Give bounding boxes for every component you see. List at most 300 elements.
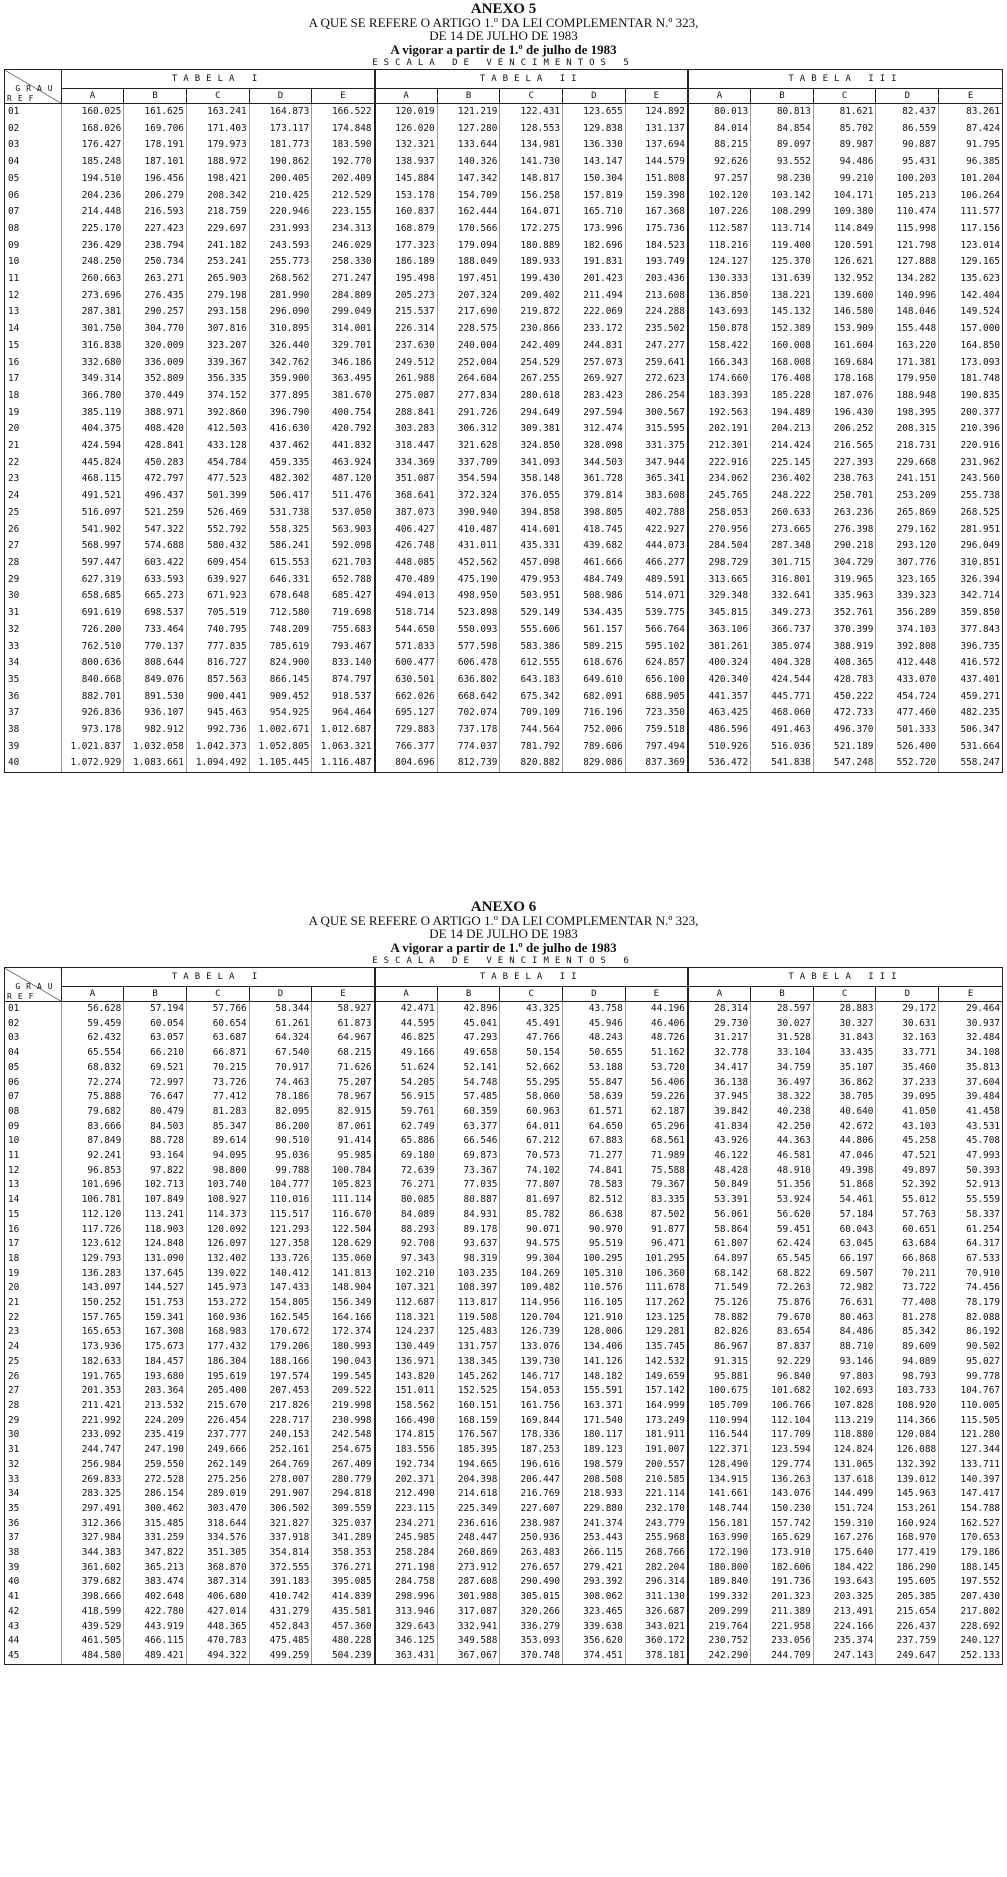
salary-cell: 496.437	[124, 488, 187, 505]
salary-cell: 168.026	[61, 121, 124, 138]
salary-cell: 1.094.492	[186, 755, 249, 772]
salary-cell: 466.115	[124, 1634, 187, 1649]
salary-cell: 159.341	[124, 1311, 187, 1326]
salary-cell: 126.020	[375, 121, 438, 138]
salary-cell: 396.735	[939, 639, 1003, 656]
salary-cell: 157.765	[61, 1311, 124, 1326]
ref-cell: 15	[5, 1208, 62, 1223]
salary-cell: 76.271	[375, 1178, 438, 1193]
salary-cell: 816.727	[186, 655, 249, 672]
salary-cell: 224.288	[625, 304, 688, 321]
salary-cell: 85.347	[186, 1120, 249, 1135]
salary-cell: 64.011	[500, 1120, 563, 1135]
salary-cell: 281.990	[249, 288, 312, 305]
salary-cell: 94.486	[813, 154, 876, 171]
salary-cell: 90.071	[500, 1223, 563, 1238]
table-row	[5, 221, 1003, 238]
salary-cell: 254.529	[500, 355, 563, 372]
table-row	[5, 739, 1003, 756]
column-header-d: D	[563, 89, 626, 104]
salary-cell: 477.460	[876, 705, 939, 722]
salary-cell: 176.567	[437, 1428, 500, 1443]
ref-cell: 25	[5, 505, 62, 522]
column-header-a: A	[61, 89, 124, 104]
salary-cell: 98.230	[751, 171, 814, 188]
salary-cell: 698.537	[124, 605, 187, 622]
salary-cell: 325.037	[312, 1517, 375, 1532]
salary-cell: 280.618	[500, 388, 563, 405]
salary-cell: 221.114	[625, 1487, 688, 1502]
ref-cell: 05	[5, 171, 62, 188]
salary-cell: 54.205	[375, 1076, 438, 1091]
salary-cell: 34.417	[688, 1061, 751, 1076]
ref-cell: 09	[5, 1120, 62, 1135]
salary-cell: 272.623	[625, 371, 688, 388]
salary-cell: 100.203	[876, 171, 939, 188]
salary-cell: 695.127	[375, 705, 438, 722]
ref-label: REF	[7, 992, 40, 1001]
salary-cell: 63.684	[876, 1237, 939, 1252]
column-header-a: A	[61, 987, 124, 1002]
salary-cell: 427.014	[186, 1605, 249, 1620]
salary-cell: 190.862	[249, 154, 312, 171]
table-row	[5, 455, 1003, 472]
salary-cell: 973.178	[61, 722, 124, 739]
salary-cell: 400.324	[688, 655, 751, 672]
salary-cell: 131.065	[813, 1458, 876, 1473]
salary-cell: 79.670	[751, 1311, 814, 1326]
grau-label: GRAU	[15, 982, 59, 991]
salary-cell: 82.088	[939, 1311, 1003, 1326]
salary-cell: 313.665	[688, 572, 751, 589]
salary-cell: 271.247	[312, 271, 375, 288]
salary-cell: 78.186	[249, 1090, 312, 1105]
salary-cell: 69.507	[813, 1267, 876, 1282]
salary-cell: 73.367	[437, 1164, 500, 1179]
salary-cell: 58.344	[249, 1002, 312, 1017]
ref-cell: 25	[5, 1355, 62, 1370]
salary-cell: 592.098	[312, 538, 375, 555]
salary-cell: 124.892	[625, 104, 688, 121]
salary-cell: 84.931	[437, 1208, 500, 1223]
salary-cell: 249.666	[186, 1443, 249, 1458]
salary-cell: 283.325	[61, 1487, 124, 1502]
table-row	[5, 1090, 1003, 1105]
salary-cell: 595.102	[625, 639, 688, 656]
salary-cell: 448.365	[186, 1620, 249, 1635]
salary-cell: 229.697	[186, 221, 249, 238]
salary-cell: 151.753	[124, 1296, 187, 1311]
salary-cell: 81.621	[813, 104, 876, 121]
salary-cell: 577.598	[437, 639, 500, 656]
salary-cell: 516.097	[61, 505, 124, 522]
salary-cell: 217.802	[939, 1605, 1003, 1620]
ref-cell: 18	[5, 1252, 62, 1267]
salary-cell: 260.869	[437, 1546, 500, 1561]
salary-cell: 491.521	[61, 488, 124, 505]
salary-cell: 268.525	[939, 505, 1003, 522]
salary-cell: 286.254	[625, 388, 688, 405]
salary-cell: 472.797	[124, 471, 187, 488]
salary-cell: 213.491	[813, 1605, 876, 1620]
salary-cell: 514.071	[625, 588, 688, 605]
salary-cell: 213.532	[124, 1399, 187, 1414]
table-row	[5, 1296, 1003, 1311]
salary-cell: 250.936	[500, 1531, 563, 1546]
salary-cell: 71.989	[625, 1149, 688, 1164]
salary-cell: 370.748	[500, 1649, 563, 1664]
salary-cell: 104.269	[500, 1267, 563, 1282]
salary-cell: 137.618	[813, 1473, 876, 1488]
salary-cell: 102.713	[124, 1178, 187, 1193]
salary-cell: 639.927	[186, 572, 249, 589]
salary-cell: 179.973	[186, 137, 249, 154]
salary-cell: 112.120	[61, 1208, 124, 1223]
salary-cell: 277.834	[437, 388, 500, 405]
salary-cell: 75.876	[751, 1296, 814, 1311]
ref-cell: 02	[5, 1017, 62, 1032]
salary-cell: 117.726	[61, 1223, 124, 1238]
salary-cell: 918.537	[312, 689, 375, 706]
salary-cell: 67.883	[563, 1134, 626, 1149]
salary-cell: 78.967	[312, 1090, 375, 1105]
salary-cell: 32.778	[688, 1046, 751, 1061]
salary-cell: 178.336	[500, 1428, 563, 1443]
salary-cell: 459.271	[939, 689, 1003, 706]
salary-cell: 242.548	[312, 1428, 375, 1443]
salary-cell: 218.731	[876, 438, 939, 455]
salary-cell: 296.090	[249, 304, 312, 321]
ref-cell: 32	[5, 1458, 62, 1473]
salary-cell: 404.375	[61, 421, 124, 438]
salary-cell: 656.100	[625, 672, 688, 689]
table-row	[5, 1178, 1003, 1193]
ref-cell: 13	[5, 304, 62, 321]
table-row	[5, 722, 1003, 739]
table-row	[5, 1414, 1003, 1429]
salary-cell: 228.717	[249, 1414, 312, 1429]
ref-cell: 34	[5, 1487, 62, 1502]
salary-cell: 136.330	[563, 137, 626, 154]
salary-cell: 374.451	[563, 1649, 626, 1664]
salary-cell: 233.172	[563, 321, 626, 338]
salary-cell: 92.241	[61, 1149, 124, 1164]
salary-cell: 49.166	[375, 1046, 438, 1061]
salary-cell: 205.273	[375, 288, 438, 305]
salary-cell: 30.327	[813, 1017, 876, 1032]
salary-cell: 57.184	[813, 1208, 876, 1223]
salary-cell: 600.477	[375, 655, 438, 672]
salary-cell: 126.621	[813, 254, 876, 271]
salary-cell: 89.178	[437, 1223, 500, 1238]
salary-cell: 241.151	[876, 471, 939, 488]
ref-cell: 38	[5, 722, 62, 739]
salary-cell: 326.394	[939, 572, 1003, 589]
salary-cell: 195.498	[375, 271, 438, 288]
salary-cell: 410.742	[249, 1590, 312, 1605]
salary-cell: 267.255	[500, 371, 563, 388]
salary-cell: 145.132	[751, 304, 814, 321]
salary-cell: 201.423	[563, 271, 626, 288]
salary-cell: 1.052.805	[249, 739, 312, 756]
salary-cell: 74.456	[939, 1281, 1003, 1296]
salary-cell: 379.814	[563, 488, 626, 505]
salary-cell: 82.095	[249, 1105, 312, 1120]
table-row	[5, 188, 1003, 205]
salary-cell: 259.641	[625, 355, 688, 372]
salary-cell: 829.086	[563, 755, 626, 772]
salary-cell: 499.259	[249, 1649, 312, 1664]
salary-cell: 175.673	[124, 1340, 187, 1355]
salary-cell: 146.717	[500, 1370, 563, 1385]
salary-cell: 89.609	[876, 1340, 939, 1355]
ref-cell: 26	[5, 1370, 62, 1385]
ref-cell: 15	[5, 338, 62, 355]
salary-cell: 280.779	[312, 1473, 375, 1488]
ref-cell: 31	[5, 605, 62, 622]
salary-cell: 110.994	[688, 1414, 751, 1429]
salary-cell: 982.912	[124, 722, 187, 739]
salary-cell: 145.262	[437, 1370, 500, 1385]
salary-cell: 234.062	[688, 471, 751, 488]
salary-cell: 106.264	[939, 188, 1003, 205]
salary-cell: 678.648	[249, 588, 312, 605]
salary-cell: 116.670	[312, 1208, 375, 1223]
salary-cell: 130.449	[375, 1340, 438, 1355]
salary-cell: 64.897	[688, 1252, 751, 1267]
salary-cell: 392.860	[186, 405, 249, 422]
salary-cell: 71.626	[312, 1061, 375, 1076]
salary-cell: 54.748	[437, 1076, 500, 1091]
ref-cell: 06	[5, 188, 62, 205]
salary-cell: 88.293	[375, 1223, 438, 1238]
ref-cell: 01	[5, 1002, 62, 1017]
salary-cell: 329.643	[375, 1620, 438, 1635]
salary-cell: 150.878	[688, 321, 751, 338]
salary-cell: 181.773	[249, 137, 312, 154]
ref-cell: 23	[5, 1325, 62, 1340]
salary-cell: 376.271	[312, 1561, 375, 1576]
salary-cell: 521.189	[813, 739, 876, 756]
salary-cell: 103.733	[876, 1384, 939, 1399]
salary-cell: 192.770	[312, 154, 375, 171]
salary-cell: 319.965	[813, 572, 876, 589]
column-header-row	[5, 987, 1003, 1002]
salary-cell: 568.997	[61, 538, 124, 555]
salary-cell: 80.085	[375, 1193, 438, 1208]
salary-cell: 161.756	[500, 1399, 563, 1414]
salary-cell: 163.220	[876, 338, 939, 355]
salary-cell: 255.773	[249, 254, 312, 271]
table-row	[5, 1458, 1003, 1473]
table-row	[5, 1399, 1003, 1414]
salary-cell: 269.927	[563, 371, 626, 388]
salary-cell: 489.421	[124, 1649, 187, 1664]
salary-cell: 177.419	[876, 1546, 939, 1561]
salary-cell: 121.219	[437, 104, 500, 121]
salary-cell: 76.631	[813, 1296, 876, 1311]
salary-cell: 359.900	[249, 371, 312, 388]
salary-cell: 311.130	[625, 1590, 688, 1605]
salary-cell: 123.594	[751, 1443, 814, 1458]
table-row	[5, 572, 1003, 589]
salary-cell: 609.454	[186, 555, 249, 572]
salary-cell: 200.377	[939, 405, 1003, 422]
column-header-a: A	[688, 987, 751, 1002]
salary-table	[4, 967, 1003, 1665]
salary-cell: 235.419	[124, 1428, 187, 1443]
salary-cell: 480.228	[312, 1634, 375, 1649]
salary-cell: 264.604	[437, 371, 500, 388]
salary-cell: 558.325	[249, 522, 312, 539]
table-row	[5, 555, 1003, 572]
salary-cell: 276.657	[500, 1561, 563, 1576]
salary-cell: 702.074	[437, 705, 500, 722]
salary-cell: 258.330	[312, 254, 375, 271]
salary-cell: 315.595	[625, 421, 688, 438]
salary-cell: 785.619	[249, 639, 312, 656]
salary-cell: 395.085	[312, 1575, 375, 1590]
salary-cell: 463.924	[312, 455, 375, 472]
annex-header	[4, 2, 1003, 58]
salary-cell: 72.639	[375, 1164, 438, 1179]
salary-cell: 332.680	[61, 355, 124, 372]
salary-cell: 170.566	[437, 221, 500, 238]
salary-cell: 243.560	[939, 471, 1003, 488]
salary-cell: 194.489	[751, 405, 814, 422]
salary-cell: 198.395	[876, 405, 939, 422]
table-row	[5, 1061, 1003, 1076]
salary-cell: 95.431	[876, 154, 939, 171]
salary-cell: 740.795	[186, 622, 249, 639]
salary-cell: 269.833	[61, 1473, 124, 1488]
salary-cell: 400.754	[312, 405, 375, 422]
salary-cell: 70.215	[186, 1061, 249, 1076]
salary-cell: 454.724	[876, 689, 939, 706]
salary-cell: 349.314	[61, 371, 124, 388]
salary-cell: 46.825	[375, 1031, 438, 1046]
salary-cell: 424.544	[751, 672, 814, 689]
salary-cell: 206.279	[124, 188, 187, 205]
salary-cell: 334.369	[375, 455, 438, 472]
salary-cell: 107.828	[813, 1399, 876, 1414]
salary-cell: 358.353	[312, 1546, 375, 1561]
column-header-d: D	[876, 987, 939, 1002]
salary-cell: 176.408	[751, 371, 814, 388]
salary-cell: 35.107	[813, 1061, 876, 1076]
salary-cell: 264.769	[249, 1458, 312, 1473]
salary-cell: 339.367	[186, 355, 249, 372]
salary-cell: 58.337	[939, 1208, 1003, 1223]
salary-cell: 118.903	[124, 1223, 187, 1238]
salary-cell: 112.104	[751, 1414, 814, 1429]
salary-cell: 135.745	[625, 1340, 688, 1355]
salary-cell: 491.463	[751, 722, 814, 739]
salary-cell: 170.672	[249, 1325, 312, 1340]
salary-cell: 323.165	[876, 572, 939, 589]
salary-cell: 163.990	[688, 1531, 751, 1546]
column-header-b: B	[124, 987, 187, 1002]
salary-cell: 329.701	[312, 338, 375, 355]
table-row	[5, 1252, 1003, 1267]
column-header-b: B	[437, 987, 500, 1002]
salary-cell: 298.996	[375, 1590, 438, 1605]
salary-cell: 100.295	[563, 1252, 626, 1267]
salary-cell: 219.872	[500, 304, 563, 321]
salary-cell: 28.314	[688, 1002, 751, 1017]
salary-cell: 354.594	[437, 471, 500, 488]
ref-cell: 35	[5, 672, 62, 689]
salary-cell: 231.993	[249, 221, 312, 238]
salary-cell: 158.562	[375, 1399, 438, 1414]
salary-cell: 275.087	[375, 388, 438, 405]
salary-cell: 521.259	[124, 505, 187, 522]
salary-cell: 215.670	[186, 1399, 249, 1414]
column-header-d: D	[876, 89, 939, 104]
salary-cell: 317.087	[437, 1605, 500, 1620]
salary-cell: 201.323	[751, 1590, 814, 1605]
salary-cell: 662.026	[375, 689, 438, 706]
salary-cell: 770.137	[124, 639, 187, 656]
salary-cell: 81.283	[186, 1105, 249, 1120]
salary-cell: 174.660	[688, 371, 751, 388]
ref-cell: 35	[5, 1502, 62, 1517]
salary-cell: 621.703	[312, 555, 375, 572]
salary-cell: 424.594	[61, 438, 124, 455]
salary-cell: 360.172	[625, 1634, 688, 1649]
salary-cell: 31.528	[751, 1031, 814, 1046]
salary-cell: 268.562	[249, 271, 312, 288]
salary-cell: 127.888	[876, 254, 939, 271]
salary-cell: 216.769	[500, 1487, 563, 1502]
salary-cell: 56.406	[625, 1076, 688, 1091]
salary-cell: 140.412	[249, 1267, 312, 1282]
salary-cell: 28.597	[751, 1002, 814, 1017]
salary-cell: 86.967	[688, 1340, 751, 1355]
salary-cell: 241.182	[186, 238, 249, 255]
salary-cell: 105.709	[688, 1399, 751, 1414]
salary-cell: 179.186	[939, 1546, 1003, 1561]
salary-cell: 158.422	[688, 338, 751, 355]
salary-cell: 238.794	[124, 238, 187, 255]
column-header-c: C	[500, 987, 563, 1002]
salary-cell: 60.963	[500, 1105, 563, 1120]
salary-cell: 352.761	[813, 605, 876, 622]
salary-cell: 200.557	[625, 1458, 688, 1473]
salary-cell: 120.084	[876, 1428, 939, 1443]
salary-cell: 134.915	[688, 1473, 751, 1488]
salary-cell: 230.866	[500, 321, 563, 338]
annex-subtitle: A QUE SE REFERE O ARTIGO 1.º DA LEI COMPLEMENTAR N.º 323,	[308, 913, 699, 928]
salary-cell: 199.430	[500, 271, 563, 288]
salary-cell: 472.733	[813, 705, 876, 722]
salary-cell: 196.456	[124, 171, 187, 188]
salary-cell: 284.758	[375, 1575, 438, 1590]
ref-cell: 45	[5, 1649, 62, 1664]
salary-cell: 359.850	[939, 605, 1003, 622]
salary-cell: 159.310	[813, 1517, 876, 1532]
salary-cell: 164.873	[249, 104, 312, 121]
salary-cell: 153.261	[876, 1502, 939, 1517]
salary-cell: 121.798	[876, 238, 939, 255]
salary-cell: 200.405	[249, 171, 312, 188]
salary-cell: 169.706	[124, 121, 187, 138]
salary-cell: 225.170	[61, 221, 124, 238]
salary-cell: 40.238	[751, 1105, 814, 1120]
salary-cell: 33.104	[751, 1046, 814, 1061]
table-row	[5, 1120, 1003, 1135]
salary-cell: 111.114	[312, 1193, 375, 1208]
